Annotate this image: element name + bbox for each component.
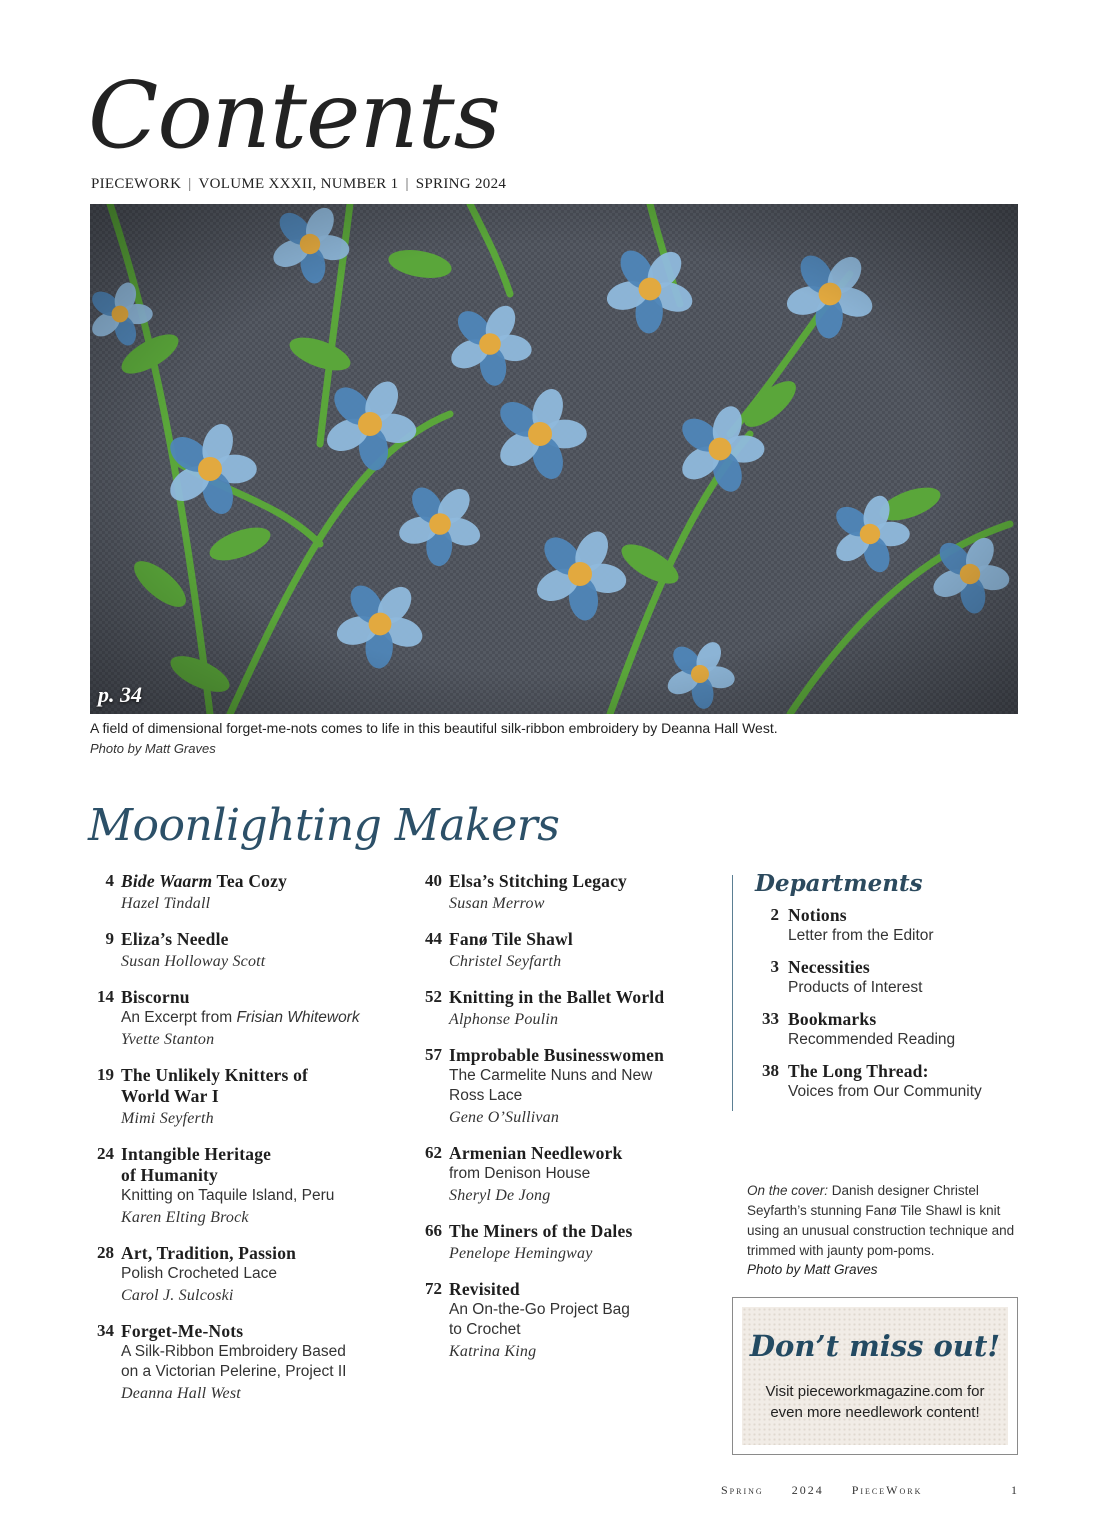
toc-entry[interactable] [88,987,388,1051]
cover-photo-credit: Photo by Matt Graves [747,1262,878,1277]
article-author: Katrina King [449,1343,537,1360]
article-author: Susan Merrow [449,895,545,912]
separator: | [405,176,409,192]
page-number: 3 [770,957,779,976]
article-title: Intangible Heritage [121,1144,272,1164]
toc-entry[interactable] [416,1045,716,1129]
page-number: 44 [425,929,442,948]
page-number: 62 [425,1143,442,1162]
photo-credit: Photo by Matt Graves [90,741,216,756]
toc-entry[interactable] [88,1144,388,1229]
department-entry[interactable] [755,1009,1055,1050]
article-title: Art, Tradition, Passion [121,1243,297,1263]
page-number: 72 [425,1279,442,1298]
article-title: Biscornu [121,987,190,1007]
page-reference-tag: p. 34 [98,682,142,707]
article-subtitle: Knitting on Taquile Island, Peru [121,1187,335,1204]
page-number: 57 [425,1045,442,1064]
article-subtitle-line-2: on a Victorian Pelerine, Project II [121,1363,347,1380]
article-title: The Unlikely Knitters of [121,1065,309,1085]
toc-entry[interactable] [88,1321,388,1405]
promo-box[interactable] [732,1297,1018,1455]
footer-year: 2024 [791,1483,824,1497]
article-subtitle-line-2: Ross Lace [449,1087,523,1104]
toc-entry[interactable] [416,987,716,1031]
article-author: Penelope Hemingway [449,1245,593,1262]
department-entry[interactable] [755,1061,1055,1102]
cover-note-lead: On the cover: [747,1183,829,1198]
section-title: Moonlighting Makers [88,800,560,851]
embroidery-illustration [90,204,1018,714]
page-number: 4 [105,871,114,890]
toc-entry[interactable] [88,1243,388,1307]
toc-entry[interactable] [416,929,716,973]
toc-entry[interactable] [416,1221,716,1265]
department-entry[interactable] [755,905,1055,946]
cover-note [747,1181,1027,1261]
toc-entry[interactable] [416,871,716,915]
issue-season: SPRING 2024 [415,176,507,192]
contents-column-1 [88,871,388,1419]
article-subtitle: An Excerpt from Frisian Whitework [121,1009,360,1026]
department-entry[interactable] [755,957,1055,998]
article-title: Eliza’s Needle [121,929,229,949]
page-number: 66 [425,1221,442,1240]
page-number: 19 [97,1065,114,1084]
volume-info: VOLUME XXXII, NUMBER 1 [198,176,399,192]
article-title: Forget-Me-Nots [121,1321,244,1341]
page-title: Contents [88,62,500,169]
page-number: 38 [762,1061,779,1080]
promo-title: Don’t miss out! [749,1329,1001,1363]
page-number: 24 [97,1144,114,1163]
article-subtitle: A Silk-Ribbon Embroidery Based [121,1343,346,1360]
page-number: 9 [105,929,114,948]
article-title: Elsa’s Stitching Legacy [449,871,627,891]
publication-name: PIECEWORK [91,176,182,192]
article-author: Karen Elting Brock [121,1209,249,1226]
article-title: Revisited [449,1279,520,1299]
department-subtitle: Letter from the Editor [788,927,934,944]
toc-entry[interactable] [416,1279,716,1363]
department-title: Bookmarks [788,1009,877,1029]
article-subtitle: Polish Crocheted Lace [121,1265,277,1282]
contents-column-2 [416,871,716,1377]
toc-entry[interactable] [88,871,388,915]
page-number: 34 [97,1321,114,1340]
departments-divider [732,875,733,1111]
article-author: Mimi Seyferth [121,1110,214,1127]
article-author: Deanna Hall West [121,1385,241,1402]
department-title: Necessities [788,957,870,977]
footer-publication: PieceWork [851,1483,923,1497]
article-author: Gene O’Sullivan [449,1109,560,1126]
departments-heading: Departments [755,870,923,897]
page-footer [721,1483,922,1498]
article-subtitle: from Denison House [449,1165,591,1182]
masthead [91,176,506,193]
article-subtitle: An On-the-Go Project Bag [449,1301,630,1318]
page-number: 52 [425,987,442,1006]
department-title: Notions [788,905,847,925]
page-number: 28 [97,1243,114,1262]
page-number: 14 [97,987,114,1006]
article-author: Carol J. Sulcoski [121,1287,234,1304]
article-author: Hazel Tindall [121,895,211,912]
photo-caption: A field of dimensional forget-me-nots comes to life in this beautiful silk-ribbon embroidery by Deanna Hall West. [90,720,778,736]
article-title-line-2: World War I [121,1086,219,1106]
page-number-folio: 1 [1011,1483,1017,1497]
department-subtitle: Recommended Reading [788,1031,956,1048]
article-title: Knitting in the Ballet World [449,987,665,1007]
article-title: Armenian Needlework [449,1143,623,1163]
department-subtitle: Voices from Our Community [788,1083,982,1100]
department-subtitle: Products of Interest [788,979,923,996]
promo-background [742,1307,1008,1445]
article-author: Susan Holloway Scott [121,953,266,970]
article-title: Improbable Businesswomen [449,1045,665,1065]
cover-note-text: Danish designer Christel Seyfarth’s stunning Fanø Tile Shawl is knit using an unusual construction technique and trimmed with jaunty pom-poms. [747,1183,1015,1258]
promo-text[interactable]: Visit pieceworkmagazine.com for even more needlework content! [765,1383,985,1421]
article-title: Fanø Tile Shawl [449,929,573,949]
article-title: The Miners of the Dales [449,1221,633,1241]
article-title: Bide Waarm Tea Cozy [121,871,288,891]
footer-season: Spring [721,1483,764,1497]
department-title: The Long Thread: [788,1061,929,1081]
toc-entry[interactable] [88,1065,388,1130]
article-subtitle: The Carmelite Nuns and New [449,1067,653,1084]
feature-photo [90,204,1018,714]
separator: | [188,176,192,192]
toc-entry[interactable] [416,1143,716,1207]
article-author: Christel Seyfarth [449,953,562,970]
article-title-line-2: of Humanity [121,1165,218,1185]
departments-list [755,870,1055,1113]
article-subtitle-line-2: to Crochet [449,1321,521,1338]
page-number: 40 [425,871,442,890]
page-number: 2 [770,905,779,924]
article-author: Yvette Stanton [121,1031,215,1048]
toc-entry[interactable] [88,929,388,973]
article-author: Sheryl De Jong [449,1187,551,1204]
page-number: 33 [762,1009,779,1028]
article-author: Alphonse Poulin [449,1011,559,1028]
